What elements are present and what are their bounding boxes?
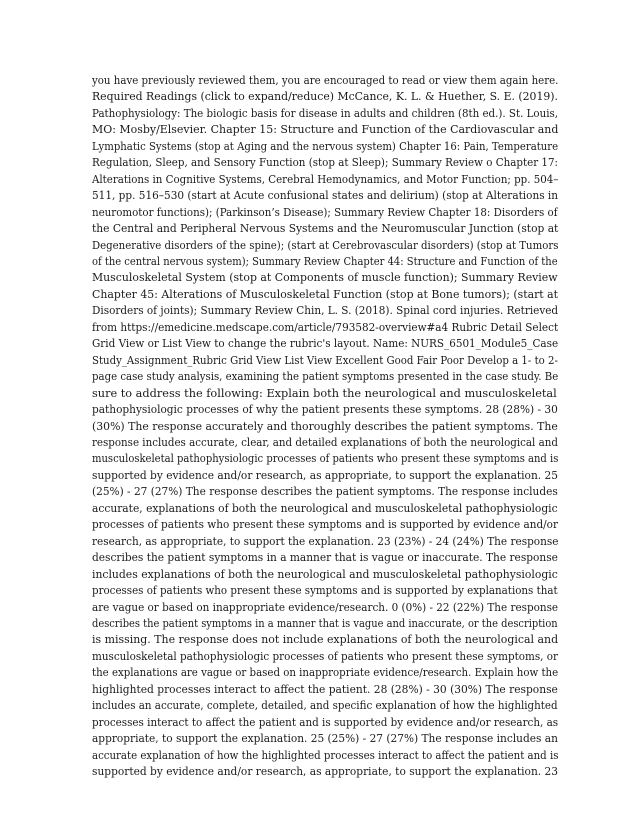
text-line: Disorders of joints); Summary Review Chin, L. S. (2018). Spinal cord injuries. Retrieved: [92, 304, 559, 318]
text-line: research, as appropriate, to support the explanation. 23 (23%) - 24 (24%) The response: [92, 534, 559, 548]
text-line: pathophysiologic processes of why the patient presents these symptoms. 28 (28%) - 30: [92, 403, 558, 417]
text-line: (25%) - 27 (27%) The response describes the patient symptoms. The response includes: [92, 485, 558, 499]
text-line: neuromotor functions); (Parkinson’s Disease); Summary Review Chapter 18: Disorders of: [92, 205, 558, 219]
text-line: processes of patients who present these symptoms and is supported by explanations that: [92, 584, 558, 598]
text-line: are vague or based on inappropriate evidence/research. 0 (0%) - 22 (22%) The response: [92, 600, 559, 614]
text-line: is missing. The response does not include explanations of both the neurological and: [92, 633, 559, 647]
text-line: Alterations in Cognitive Systems, Cerebral Hemodynamics, and Motor Function; pp. 504–: [92, 172, 559, 186]
text-line: includes an accurate, complete, detailed, and specific explanation of how the highlighted: [92, 699, 558, 713]
text-line: highlighted processes interact to affect the patient. 28 (28%) - 30 (30%) The response: [92, 682, 558, 696]
text-line: Musculoskeletal System (stop at Components of muscle function); Summary Review: [92, 271, 558, 285]
text-line: the explanations are vague or based on inappropriate evidence/research. Explain how the: [92, 666, 559, 680]
text-line: (30%) The response accurately and thoroughly describes the patient symptoms. The: [92, 419, 558, 433]
text-line: page case study analysis, examining the patient symptoms presented in the case study. Be: [92, 370, 559, 384]
text-line: Study_Assignment_Rubric Grid View List View Excellent Good Fair Poor Develop a 1- to 2-: [92, 353, 558, 367]
text-line: response includes accurate, clear, and detailed explanations of both the neurological and: [92, 435, 558, 449]
text-line: describes the patient symptoms in a manner that is vague or inaccurate. The response: [92, 551, 558, 565]
body-text: [92, 73, 559, 780]
text-line: sure to address the following: Explain both the neurological and musculoskeletal: [92, 386, 557, 400]
text-line: Required Readings (click to expand/reduce) McCance, K. L. & Huether, S. E. (2019).: [92, 90, 558, 104]
text-line: musculoskeletal pathophysiologic processes of patients who present these symptoms and is: [92, 452, 559, 466]
text-line: 511, pp. 516–530 (start at Acute confusional states and delirium) (stop at Alterations in: [92, 189, 559, 203]
text-line: Pathophysiology: The biologic basis for disease in adults and children (8th ed.). St. Louis,: [92, 106, 559, 120]
text-line: Degenerative disorders of the spine); (start at Cerebrovascular disorders) (stop at Tumors: [92, 238, 559, 252]
text-line: the Central and Peripheral Nervous Systems and the Neuromuscular Junction (stop at: [92, 222, 559, 236]
text-line: Grid View or List View to change the rubric's layout. Name: NURS_6501_Module5_Case: [92, 337, 559, 351]
text-line: describes the patient symptoms in a manner that is vague and inaccurate, or the description: [92, 616, 558, 630]
text-line: supported by evidence and/or research, as appropriate, to support the explanation. 23: [92, 765, 559, 779]
text-line: you have previously reviewed them, you are encouraged to read or view them again here.: [92, 74, 559, 87]
text-line: Chapter 45: Alterations of Musculoskeletal Function (stop at Bone tumors); (start at: [92, 287, 559, 301]
text-line: supported by evidence and/or research, as appropriate, to support the explanation. 25: [92, 468, 559, 482]
text-line: processes interact to affect the patient and is supported by evidence and/or research, as: [92, 715, 559, 729]
text-line: MO: Mosby/Elsevier. Chapter 15: Structure and Function of the Cardiovascular and: [92, 123, 559, 137]
text-line: musculoskeletal pathophysiologic processes of patients who present these symptoms, or: [92, 649, 558, 663]
text-line: of the central nervous system); Summary Review Chapter 44: Structure and Function of the: [92, 254, 558, 268]
text-line: accurate, explanations of both the neurological and musculoskeletal pathophysiologic: [92, 501, 558, 515]
text-line: Regulation, Sleep, and Sensory Function (stop at Sleep); Summary Review o Chapter 17:: [92, 156, 558, 170]
text-line: from https://emedicine.medscape.com/article/793582-overview#a4 Rubric Detail Select: [92, 320, 559, 334]
text-line: Lymphatic Systems (stop at Aging and the nervous system) Chapter 16: Pain, Temperature: [92, 139, 559, 153]
text-line: appropriate, to support the explanation. 25 (25%) - 27 (27%) The response includes an: [92, 732, 558, 746]
text-line: processes of patients who present these symptoms and is supported by evidence and/or: [92, 518, 558, 532]
text-line: includes explanations of both the neurological and musculoskeletal pathophysiologic: [92, 567, 558, 581]
text-line: accurate explanation of how the highlighted processes interact to affect the patient and is: [92, 748, 559, 762]
